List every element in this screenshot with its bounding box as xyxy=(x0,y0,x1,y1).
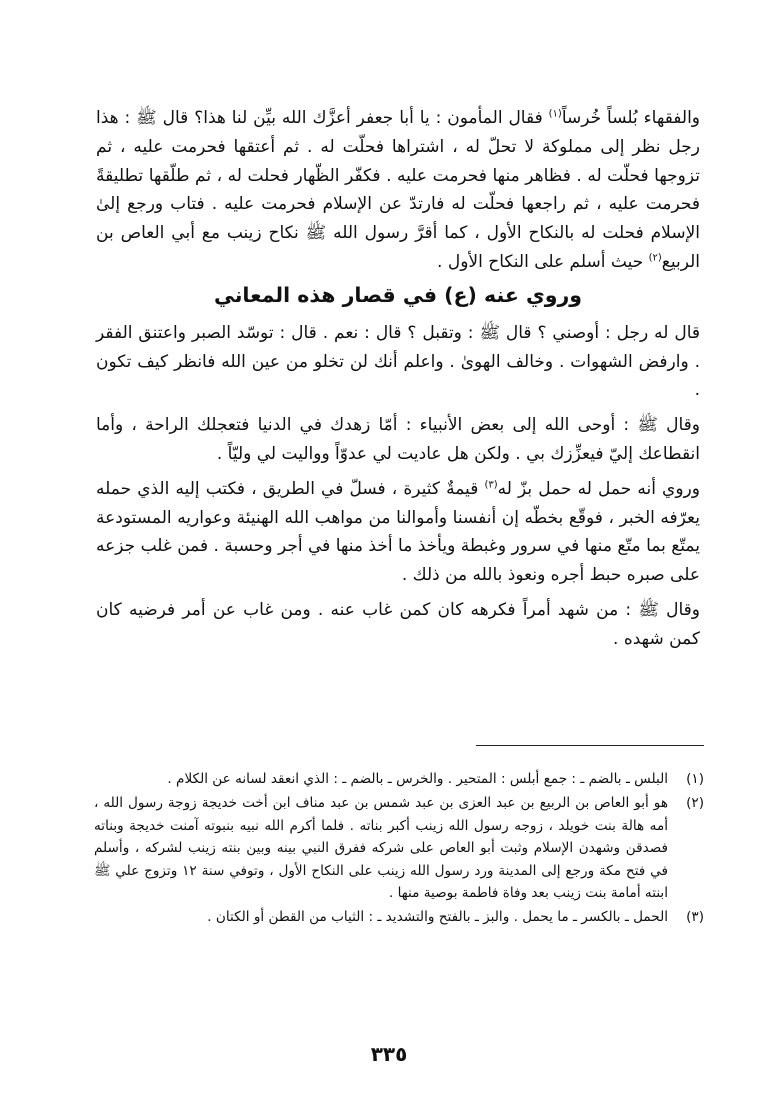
footnote-3 xyxy=(94,906,704,928)
section-heading: وروي عنه (ع) في قصار هذه المعاني xyxy=(213,282,583,307)
footnote-text: الحمل ـ بالكسر ـ ما يحمل . والبز ـ بالفتح والتشديد ـ : الثياب من القطن أو الكتان . xyxy=(207,909,668,926)
paragraph-4-rest: قيمةٌ كثيرة ، فسلّ في الطريق ، فكتب إليه الذي حمله يعرّفه الخبر ، فوقّع بخطّه إن أنفسنا وأموالنا من مواهب الله الهنيئة وعواريه المستودعة يمتّع بما متّع منها في سرور وغبطة ويأخذ ما أخذ منها في أجر وحسبة . فمن غلب جزعه على صبره حبط أجره ونعوذ بالله من ذلك . xyxy=(96,478,700,586)
footnote-ref-1[interactable]: (١) xyxy=(548,108,562,120)
footnote-divider xyxy=(476,745,704,746)
footnote-2 xyxy=(94,792,704,904)
paragraph-1-end: حيث أسلم على النكاح الأول . xyxy=(437,251,649,272)
paragraph-5: وقال ﷺ : من شهد أمراً فكرهه كان كمن غاب عنه . ومن غاب عن أمر فرضيه كان كمن شهده . xyxy=(96,599,700,649)
paragraph-1-middle: فقال المأمون : يا أبا جعفر أعزَّك الله بيِّن لنا هذا؟ قال ﷺ : هذا رجل نظر إلى مملوكة لا تحلّ له ، اشتراها فحلّت له . ثم أعتقها فحرمت عليه ، ثم تزوجها فحلّت له . فظاهر منها فحرمت عليه . فكفّر الظّهار فحلت له ، ثم طلّقها تطليقةً فحرمت عليه ، ثم راجعها فحلّت له فارتدّ عن الإسلام فحرمت عليه . فتاب ورجع إلىٰ الإسلام فحلت له بالنكاح الأول ، كما أقرَّ رسول الله ﷺ نكاح زينب مع أبي العاص بن الربيع xyxy=(96,108,700,272)
main-text xyxy=(96,104,700,654)
footnote-number: (٢) xyxy=(686,795,704,812)
page-number: ٣٣٥ xyxy=(370,1042,408,1066)
paragraph-1 xyxy=(96,104,700,277)
paragraph-3: وقال ﷺ : أوحى الله إلى بعض الأنبياء : أمّا زهدك في الدنيا فتعجلك الراحة ، وأما انقطاعك إليّ فيعزِّزك بي . ولكن هل عاديت لي عدوّاً وواليت لي وليّاً . xyxy=(96,415,700,464)
paragraph-2: قال له رجل : أوصني ؟ قال ﷺ : وتقبل ؟ قال : نعم . قال : توسّد الصبر واعتنق الفقر . وارفض الشهوات . وخالف الهوىٰ . واعلم أنك لن تخلو من عين الله فانظر كيف تكون . xyxy=(96,322,700,401)
footnote-ref-3[interactable]: (٣) xyxy=(484,479,498,491)
paragraph-4 xyxy=(96,475,700,590)
paragraph-1-start: والفقهاء بُلساً خُرساً xyxy=(561,108,701,128)
footnote-number: (١) xyxy=(686,771,704,787)
footnote-text: البلس ـ بالضم ـ : جمع أبلس : المتحير . والخرس ـ بالضم ـ : الذي انعقد لسانه عن الكلام . xyxy=(167,771,668,787)
footnote-ref-2[interactable]: (٢) xyxy=(648,252,662,264)
paragraph-4-start: وروي أنه حمل له حمل بزّ له xyxy=(497,478,700,499)
footnote-1 xyxy=(94,768,704,790)
footnotes xyxy=(94,768,704,931)
footnote-number: (٣) xyxy=(686,909,704,926)
footnote-text: هو أبو العاص بن الربيع بن عبد العزى بن عبد شمس بن عبد مناف ابن أخت خديجة زوجة رسول الله ، أمه هالة بنت خويلد ، زوجه رسول الله زينب أكبر بناته . فلما أكرم الله نبيه بنبوته آمنت خديجة وبناته فصدقن وشهدن الإسلام وثبت أبو العاص على شركه ففرق النبي بينه وبين بنته زينب لشركه ، وأسلم في فتح مكة ورجع إلى المدينة ورد رسول الله زينب على النكاح الأول ، وتوفي سنة ١٢ وتزوج علي ﷺ ابنته أمامة بنت زينب بعد وفاة فاطمة بوصية منها . xyxy=(94,795,668,902)
